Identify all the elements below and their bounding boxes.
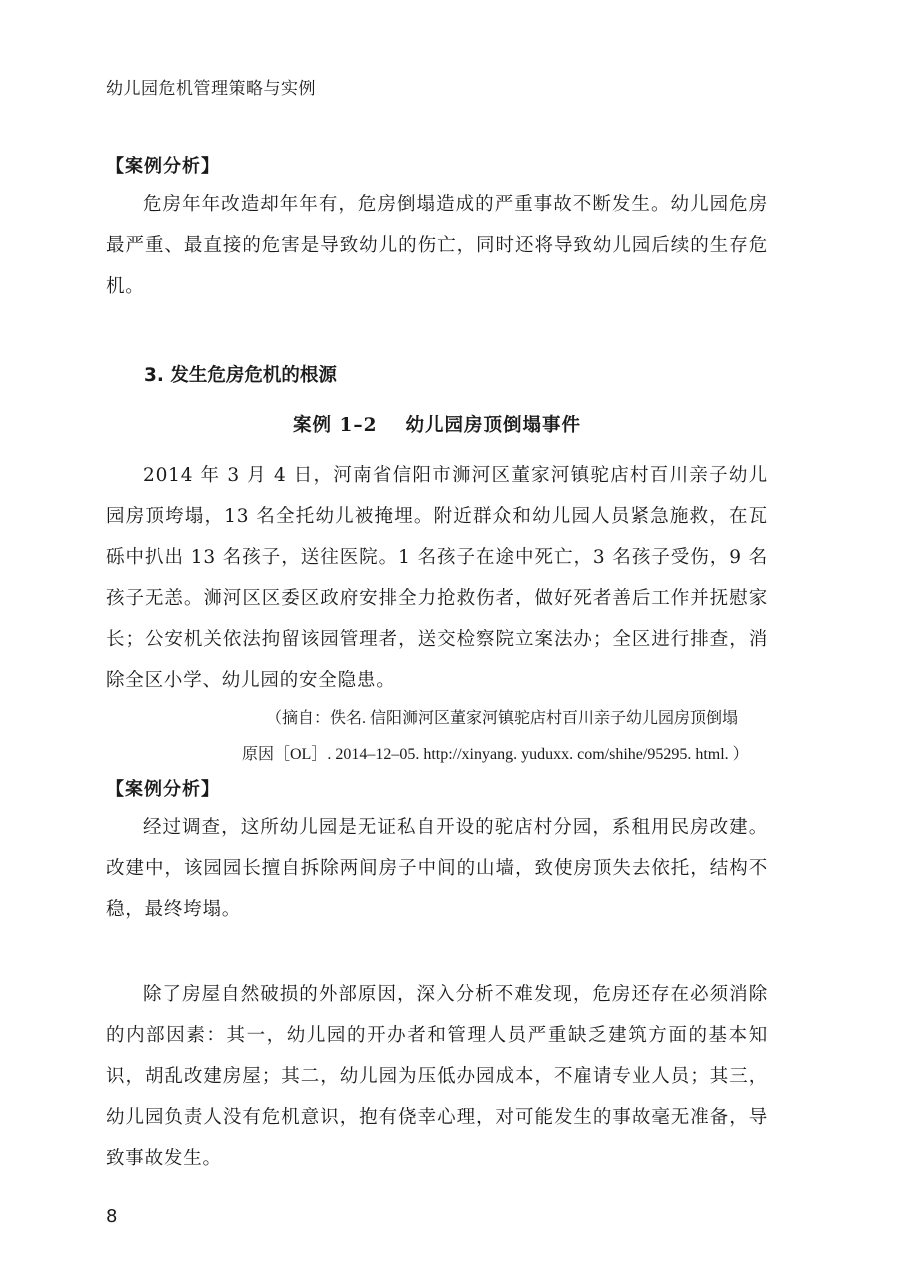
closing-paragraph: 除了房屋自然破损的外部原因，深入分析不难发现，危房还存在必须消除的内部因素：其一，幼儿园的开办者和管理人员严重缺乏建筑方面的基本知识，胡乱改建房屋；其二，幼儿园为压低办园成本，不雇请专业人员；其三，幼儿园负责人没有危机意识，抱有侥幸心理，对可能发生的事故毫无准备，导致事故发生。: [106, 984, 768, 1169]
case-analysis-paragraph-1: 危房年年改造却年年有，危房倒塌造成的严重事故不断发生。幼儿园危房最严重、最直接的危害是导致幼儿的伤亡，同时还将导致幼儿园后续的生存危机。: [106, 194, 768, 297]
case-label: 案例 1–2: [293, 415, 378, 436]
case-analysis-heading-2: 【案例分析】: [106, 779, 220, 800]
section-title: 3. 发生危房危机的根源: [144, 365, 337, 386]
case-name: 幼儿园房顶倒塌事件: [405, 415, 581, 436]
citation-line-1: （摘自：佚名. 信阳浉河区董家河镇驼店村百川亲子幼儿园房顶倒塌: [266, 710, 739, 727]
case-analysis-paragraph-2: 经过调查，这所幼儿园是无证私自开设的驼店村分园，系租用民房改建。改建中，该园园长擅自拆除两间房子中间的山墙，致使房顶失去依托，结构不稳，最终垮塌。: [106, 817, 768, 920]
case-paragraph: 2014 年 3 月 4 日，河南省信阳市浉河区董家河镇驼店村百川亲子幼儿园房顶垮塌，13 名全托幼儿被掩埋。附近群众和幼儿园人员紧急施救，在瓦砾中扒出 13 名孩子，送往医院。1 名孩子在途中死亡，3 名孩子受伤，9 名孩子无恙。浉河区区委区政府安排全力抢救伤者，做好死者善后工作并抚慰家长；公安机关依法拘留该园管理者，送交检察院立案法办；全区进行排查，消除全区小学、幼儿园的安全隐患。: [106, 465, 768, 691]
citation-line-2: 原因［OL］. 2014–12–05. http://xinyang. yuduxx. com/shihe/95295. html. ）: [242, 746, 749, 763]
case-title: [106, 409, 768, 443]
case-analysis-heading-1: 【案例分析】: [106, 156, 220, 177]
running-head: 幼儿园危机管理策略与实例: [106, 79, 316, 99]
page-body: [106, 150, 768, 1179]
page-number: 8: [106, 1206, 118, 1227]
